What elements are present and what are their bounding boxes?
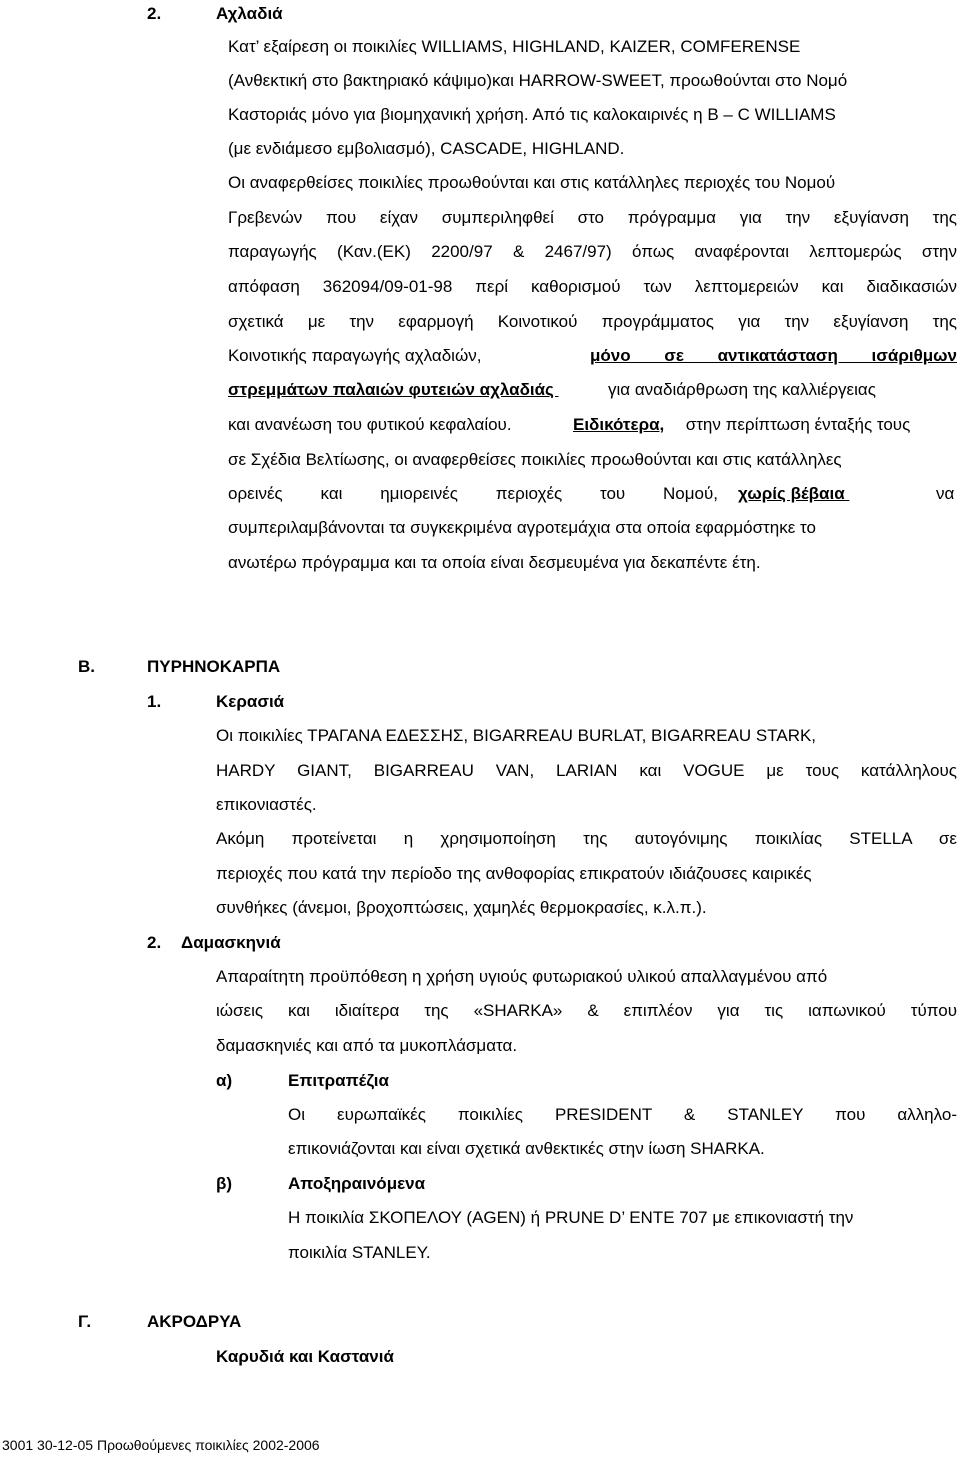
paragraph-line: σχετικά με την εφαρμογή Κοινοτικού προγράμματος για την εξυγίανση της bbox=[228, 312, 957, 331]
subsection-title: Καρυδιά και Καστανιά bbox=[216, 1347, 394, 1366]
item-title: Επιτραπέζια bbox=[288, 1071, 389, 1090]
paragraph-line: απόφαση 362094/09-01-98 περί καθορισμού των λεπτομερειών και διαδικασιών bbox=[228, 277, 957, 296]
paragraph-line: επικονιαστές. bbox=[216, 795, 317, 814]
paragraph-line: παραγωγής (Καν.(ΕΚ) 2200/97 & 2467/97) όπως αναφέρονται λεπτομερώς στην bbox=[228, 242, 957, 261]
paragraph-line: σε Σχέδια Βελτίωσης, οι αναφερθείσες ποικιλίες προωθούνται και στις κατάλληλες bbox=[228, 450, 842, 469]
subsection-number: 1. bbox=[147, 692, 162, 711]
emphasis-text: Ειδικότερα, bbox=[573, 415, 665, 434]
paragraph-line: Καστοριάς μόνο για βιομηχανική χρήση. Από τις καλοκαιρινές η B – C WILLIAMS bbox=[228, 105, 836, 124]
section-letter: B. bbox=[78, 657, 95, 676]
paragraph-line: Κατ’ εξαίρεση οι ποικιλίες WILLIAMS, HIGHLAND, KAIZER, COMFERENSE bbox=[228, 37, 801, 56]
section-letter: Γ. bbox=[78, 1312, 92, 1331]
page-footer: 3001 30-12-05 Προωθούμενες ποικιλίες 2002-2006 bbox=[2, 1437, 320, 1453]
paragraph-line: Γρεβενών που είχαν συμπεριληφθεί στο πρόγραμμα για την εξυγίανση της bbox=[228, 208, 957, 227]
paragraph-line: Η ποικιλία ΣΚΟΠΕΛΟΥ (AGEN) ή PRUNE D’ ENTE 707 με επικονιαστή την bbox=[288, 1208, 854, 1227]
paragraph-line: Απαραίτητη προϋπόθεση η χρήση υγιούς φυτωριακού υλικού απαλλαγμένου από bbox=[216, 967, 828, 986]
paragraph-line: να bbox=[936, 484, 955, 503]
paragraph-line: Ακόμη προτείνεται η χρησιμοποίηση της αυτογόνιμης ποικιλίας STELLA σε bbox=[216, 829, 957, 848]
emphasis-text: χωρίς βέβαια bbox=[738, 484, 850, 503]
paragraph-line: συνθήκες (άνεμοι, βροχοπτώσεις, χαμηλές θερμοκρασίες, κ.λ.π.). bbox=[216, 898, 707, 917]
paragraph-line: περιοχές που κατά την περίοδο της ανθοφορίας επικρατούν ιδιάζουσες καιρικές bbox=[216, 864, 812, 883]
paragraph-line: Οι ευρωπαϊκές ποικιλίες PRESIDENT & STANLEY που αλληλο- bbox=[288, 1105, 957, 1124]
item-label: α) bbox=[216, 1071, 233, 1090]
subsection-number: 2. bbox=[147, 933, 162, 952]
section-title: Αχλαδιά bbox=[216, 4, 283, 23]
paragraph-line: Κοινοτικής παραγωγής αχλαδιών, bbox=[228, 346, 482, 365]
subsection-title: Κερασιά bbox=[216, 692, 285, 711]
section-number: 2. bbox=[147, 4, 162, 23]
paragraph-line: (Ανθεκτική στο βακτηριακό κάψιμο)και HARROW-SWEET, προωθούνται στο Νομό bbox=[228, 71, 848, 90]
emphasis-text: μόνο σε αντικατάσταση ισάριθμων bbox=[590, 346, 957, 365]
paragraph-line: ιώσεις και ιδιαίτερα της «SHARKA» & επιπλέον για τις ιαπωνικού τύπου bbox=[216, 1001, 957, 1020]
paragraph-line: Οι ποικιλίες ΤΡΑΓΑΝΑ ΕΔΕΣΣΗΣ, BIGARREAU BURLAT, BIGARREAU STARK, bbox=[216, 726, 817, 745]
section-title: ΠΥΡΗΝΟΚΑΡΠΑ bbox=[147, 657, 281, 676]
paragraph-line: επικονιάζονται και είναι σχετικά ανθεκτικές στην ίωση SHARKA. bbox=[288, 1139, 765, 1158]
section-title: ΑΚΡΟΔΡΥΑ bbox=[147, 1312, 242, 1331]
paragraph-line: και ανανέωση του φυτικού κεφαλαίου. bbox=[228, 415, 517, 434]
paragraph-line: ποικιλία STANLEY. bbox=[288, 1243, 431, 1262]
item-title: Αποξηραινόμενα bbox=[288, 1174, 426, 1193]
paragraph-line: συμπεριλαμβάνονται τα συγκεκριμένα αγροτεμάχια στα οποία εφαρμόστηκε το bbox=[228, 518, 816, 537]
emphasis-text: στρεμμάτων παλαιών φυτειών αχλαδιάς bbox=[228, 380, 559, 399]
paragraph-line: για αναδιάρθρωση της καλλιέργειας bbox=[608, 380, 876, 399]
paragraph-line: δαμασκηνιές και από τα μυκοπλάσματα. bbox=[216, 1036, 518, 1055]
subsection-title: Δαμασκηνιά bbox=[181, 933, 281, 952]
paragraph-line: στην περίπτωση ένταξής τους bbox=[681, 415, 911, 434]
paragraph-line: ορεινές και ημιορεινές περιοχές του Νομού, bbox=[228, 484, 718, 503]
paragraph-line: ανωτέρω πρόγραμμα και τα οποία είναι δεσμευμένα για δεκαπέντε έτη. bbox=[228, 553, 761, 572]
item-label: β) bbox=[216, 1174, 233, 1193]
paragraph-line: Οι αναφερθείσες ποικιλίες προωθούνται και στις κατάλληλες περιοχές του Νομού bbox=[228, 173, 836, 192]
paragraph-line: (με ενδιάμεσο εμβολιασμό), CASCADE, HIGHLAND. bbox=[228, 139, 625, 158]
paragraph-line: HARDY GIANT, BIGARREAU VAN, LARIAN και VOGUE με τους κατάλληλους bbox=[216, 761, 957, 780]
